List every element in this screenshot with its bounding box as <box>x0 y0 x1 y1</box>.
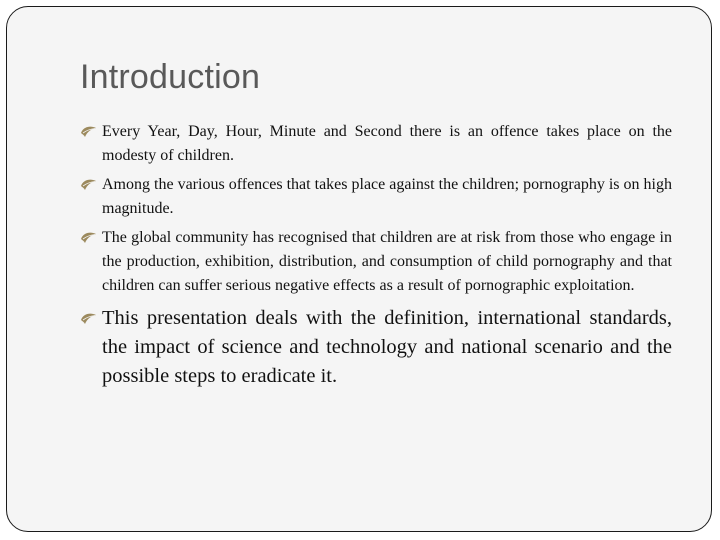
bullet-text: The global community has recognised that children are at risk from those who engage in the production, exhibition, distribution, and consumption of child pornography and that children can suffer serious negative effects as a result of pornographic exploitation. <box>102 229 672 294</box>
leaf-bullet-icon <box>80 226 98 250</box>
bullet-item <box>80 120 672 168</box>
bullet-list <box>80 120 672 391</box>
bullet-text: Among the various offences that takes place against the children; pornography is on high magnitude. <box>102 176 672 217</box>
bullet-text: Every Year, Day, Hour, Minute and Second there is an offence takes place on the modesty of children. <box>102 123 672 164</box>
slide-title: Introduction <box>80 58 261 96</box>
bullet-item <box>80 226 672 298</box>
bullet-item <box>80 173 672 221</box>
bullet-text: This presentation deals with the definition, international standards, the impact of science and technology and national scenario and the possible steps to eradicate it. <box>102 307 672 387</box>
leaf-bullet-icon <box>80 307 98 331</box>
leaf-bullet-icon <box>80 120 98 144</box>
leaf-bullet-icon <box>80 173 98 197</box>
bullet-item <box>80 304 672 391</box>
